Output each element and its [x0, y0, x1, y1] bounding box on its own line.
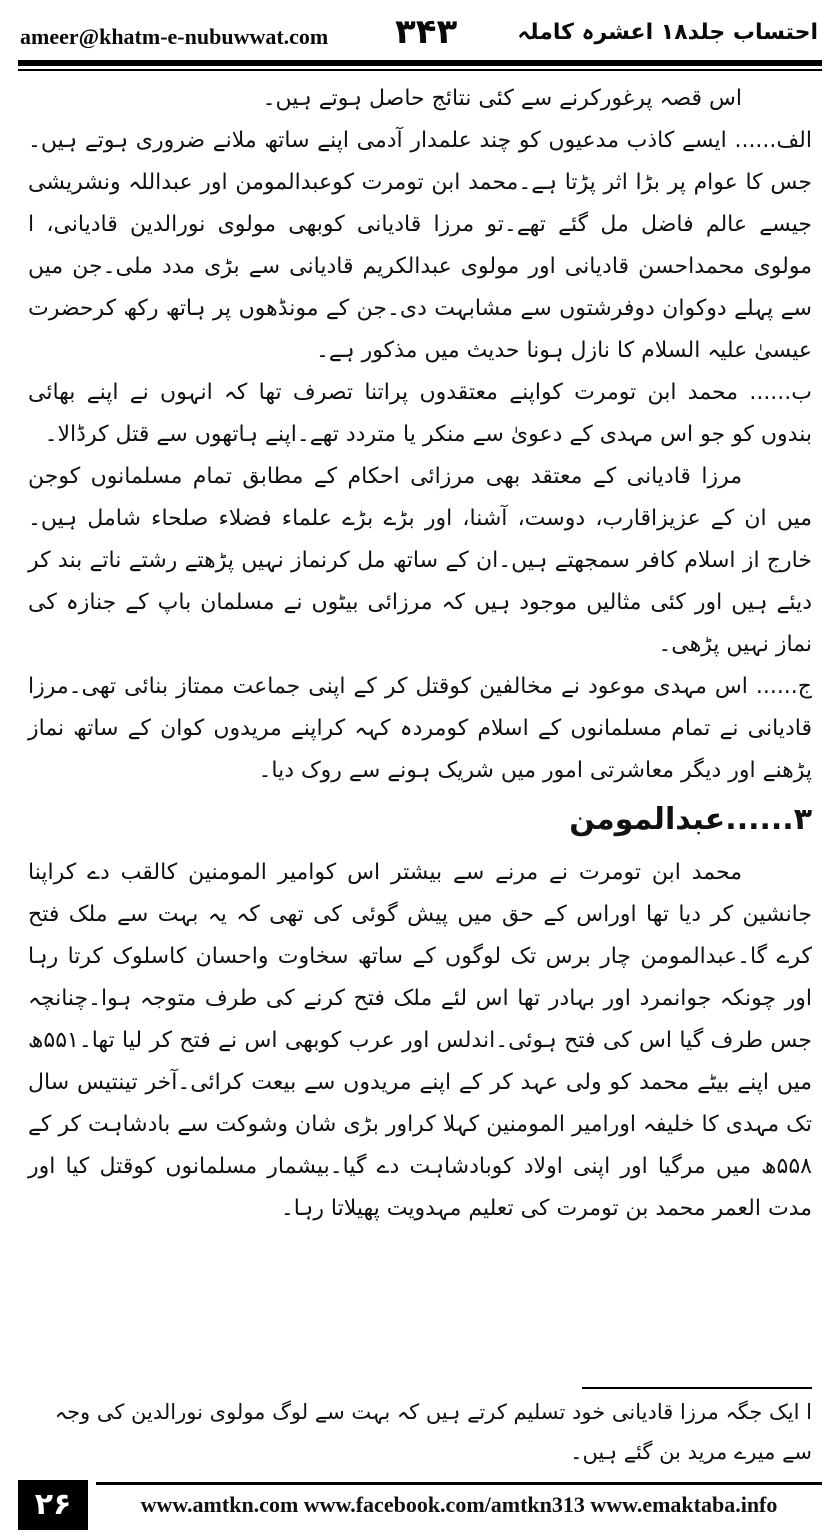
- footnote: ا ایک جگہ مرزا قادیانی خود تسلیم کرتے ہیں کہ بہت سے لوگ مولوی نورالدین کی وجہ سے میرے مرید بن گئے ہیں۔: [54, 1400, 812, 1464]
- header-rule-thin: [18, 69, 822, 71]
- page-header: [18, 8, 822, 58]
- footer-rule: [96, 1482, 822, 1485]
- paragraph-be: ب...... محمد ابن تومرت کواپنے معتقدوں پراتنا تصرف تھا کہ انہوں نے اپنے بھائی بندوں کو جو اس مہدی کے دعویٰ سے منکر یا متردد تھے۔اپنے ہاتھوں سے قتل کرڈالا۔: [28, 380, 812, 447]
- paragraph-mirza-followers: مرزا قادیانی کے معتقد بھی مرزائی احکام کے مطابق تمام مسلمانوں کوجن میں ان کے عزیزاقارب، دوست، آشنا، اور بڑے بڑے علماء فضلاء صلحاء شامل ہیں۔خارج از اسلام کافر سمجھتے ہیں۔ان کے ساتھ مل کرنماز نہیں پڑھتے رشتے ناتے بند کر دیئے ہیں اور کئی مثالیں موجود ہیں کہ مرزائی بیٹوں نے مسلمان باپ کے جنازہ کی نماز نہیں پڑھی۔: [28, 464, 812, 657]
- header-email: ameer@khatm-e-nubuwwat.com: [20, 24, 329, 49]
- page-body: [28, 78, 812, 1438]
- header-book-title: احتساب جلد۱۸ اعشرہ کاملہ: [517, 20, 818, 45]
- paragraph-alif: الف...... ایسے کاذب مدعیوں کو چند علمدار آدمی اپنے ساتھ ملانے ضروری ہوتے ہیں۔جس کا عوام پر بڑا اثر پڑتا ہے۔محمد ابن تومرت کوعبدالمومن اور عبداللہ ونشریشی جیسے عالم فاضل مل گئے تھے۔تو مرزا قادیانی کوبھی مولوی نورالدین قادیانی، ا مولوی محمداحسن قادیانی اور مولوی عبدالکریم قادیانی سے بڑی مدد ملی۔جن میں سے پہلے دوکوان دوفرشتوں سے مشابہت دی۔جن کے مونڈھوں پر ہاتھ رکھ کرحضرت عیسیٰ علیہ السلام کا نازل ہونا حدیث میں مذکور ہے۔: [28, 128, 812, 363]
- header-page-number: ۳۴۳: [395, 12, 458, 52]
- section-heading: ۳......عبدالمومن: [569, 802, 812, 837]
- footer-links: www.amtkn.com www.facebook.com/amtkn313 www.emaktaba.info: [140, 1492, 778, 1517]
- page-footer: [18, 1480, 822, 1530]
- paragraph-jeem: ج...... اس مہدی موعود نے مخالفین کوقتل کر کے اپنی جماعت ممتاز بنائی تھی۔مرزا قادیانی نے تمام مسلمانوں کے اسلام کومردہ کہہ کراپنے مریدوں کوان کے ساتھ نماز پڑھنے اور دیگر معاشرتی امور میں شریک ہونے سے روک دیا۔: [28, 674, 812, 783]
- paragraph-intro: اس قصہ پرغورکرنے سے کئی نتائج حاصل ہوتے ہیں۔: [262, 86, 742, 111]
- footnote-divider: [582, 1387, 812, 1389]
- header-rule-thick: [18, 60, 822, 66]
- paragraph-abdul-momin: محمد ابن تومرت نے مرنے سے بیشتر اس کوامیر المومنین کالقب دے کراپنا جانشین کر دیا تھا اوراس کے حق میں پیش گوئی کی تھی کہ یہ بہت سے ملک فتح کرے گا۔عبدالمومن چار برس تک لوگوں کے ساتھ سخاوت واحسان کاسلوک کرتا رہا اور چونکہ جوانمرد اور بہادر تھا اس لئے ملک فتح کرنے کی طرف متوجہ ہوا۔چنانچہ جس طرف گیا اس کی فتح ہوئی۔اندلس اور عرب کوبھی اس نے فتح کر لیا تھا۔۵۵۱ھ میں اپنے بیٹے محمد کو ولی عہد کر کے اپنے مریدوں سے بیعت کرائی۔آخر تینتیس سال تک مہدی کا خلیفہ اورامیر المومنین کہلا کراور بڑی شان وشوکت سے بادشاہت کر کے ۵۵۸ھ میں مرگیا اور اپنی اولاد کوبادشاہت دے گیا۔بیشمار مسلمانوں کوقتل کیا اور مدت العمر محمد بن تومرت کی تعلیم مہدویت پھیلاتا رہا۔: [28, 860, 812, 1221]
- footer-page-number: ۲۶: [18, 1480, 88, 1530]
